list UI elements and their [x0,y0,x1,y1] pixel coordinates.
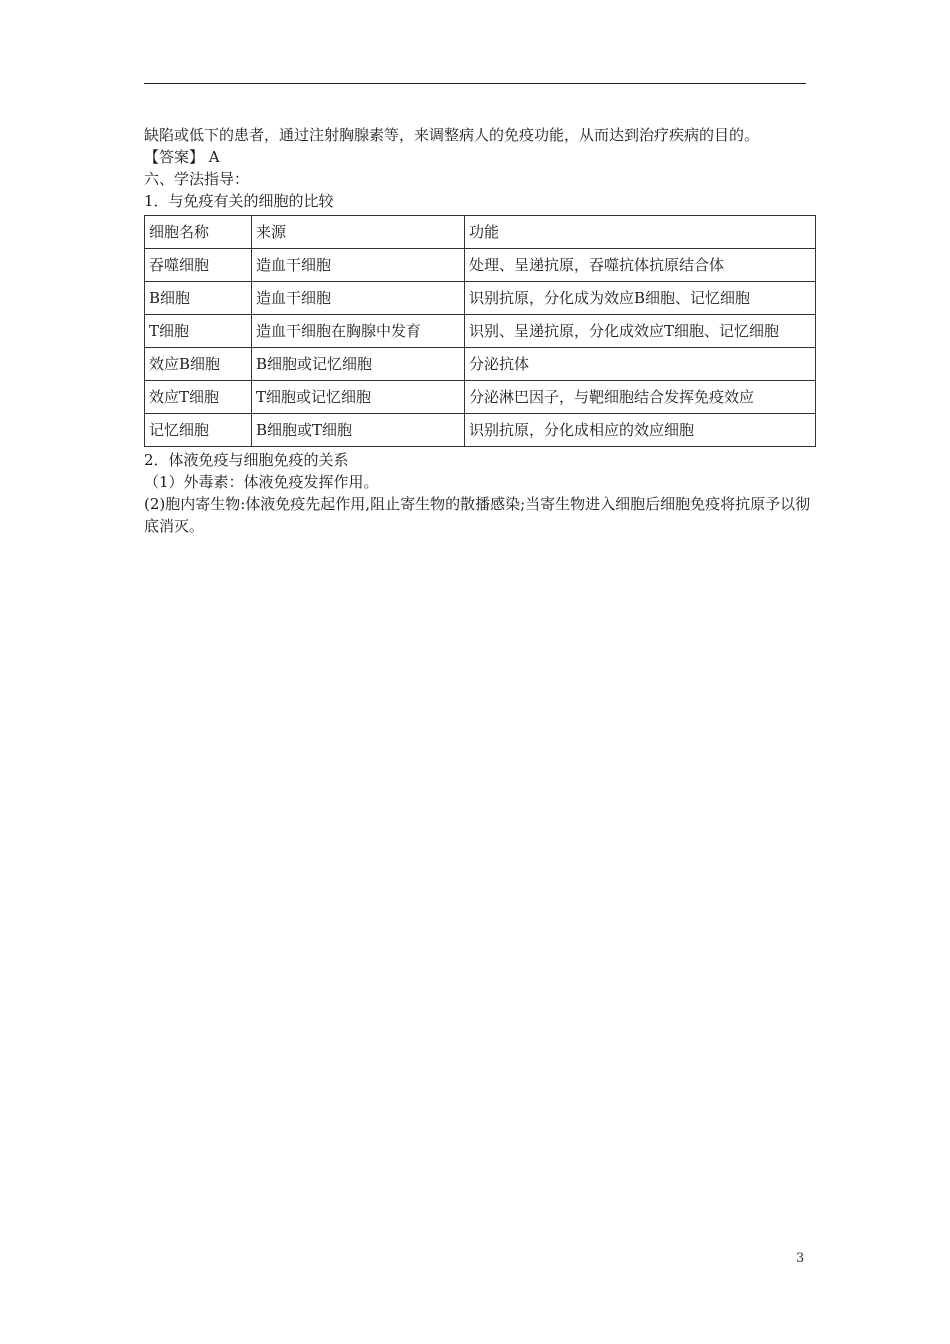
table-cell: 造血干细胞 [252,282,465,315]
table-cell: 记忆细胞 [145,414,252,447]
table-cell: 分泌抗体 [465,348,816,381]
immune-cell-comparison-table [144,215,816,447]
header-rule [144,83,806,84]
table-cell: B细胞 [145,282,252,315]
item1-title: 1．与免疫有关的细胞的比较 [144,192,334,210]
point1-paragraph: （1）外毒素：体液免疫发挥作用。 [144,473,379,491]
item2-title: 2．体液免疫与细胞免疫的关系 [144,451,349,469]
table-cell: 吞噬细胞 [145,249,252,282]
table-cell: T细胞或记忆细胞 [252,381,465,414]
table-row [145,315,816,348]
table-cell: 效应T细胞 [145,381,252,414]
table-cell: 识别抗原，分化成为效应B细胞、记忆细胞 [465,282,816,315]
table-row [145,348,816,381]
answer-line: 【答案】 A [144,148,220,166]
intro-paragraph: 缺陷或低下的患者，通过注射胸腺素等，来调整病人的免疫功能，从而达到治疗疾病的目的。 [144,126,760,144]
section-title: 六、学法指导： [144,170,250,188]
table-cell: 造血干细胞在胸腺中发育 [252,315,465,348]
header-cell-name: 细胞名称 [145,216,252,249]
table-cell: 分泌淋巴因子，与靶细胞结合发挥免疫效应 [465,381,816,414]
table-row [145,282,816,315]
table-cell: 识别、呈递抗原，分化成效应T细胞、记忆细胞 [465,315,816,348]
table-row [145,381,816,414]
table-cell: 造血干细胞 [252,249,465,282]
header-cell-function: 功能 [465,216,816,249]
point2-paragraph: (2)胞内寄生物:体液免疫先起作用,阻止寄生物的散播感染;当寄生物进入细胞后细胞免疫将抗原予以彻底消灭。 [144,495,811,535]
header-cell-source: 来源 [252,216,465,249]
table-cell: T细胞 [145,315,252,348]
table-row [145,414,816,447]
table-header-row [145,216,816,249]
table-row [145,249,816,282]
table-cell: 处理、呈递抗原，吞噬抗体抗原结合体 [465,249,816,282]
table-cell: B细胞或T细胞 [252,414,465,447]
table-cell: B细胞或记忆细胞 [252,348,465,381]
document-body [144,124,816,537]
page-number: 3 [796,1251,805,1266]
table-cell: 识别抗原，分化成相应的效应细胞 [465,414,816,447]
table-cell: 效应B细胞 [145,348,252,381]
